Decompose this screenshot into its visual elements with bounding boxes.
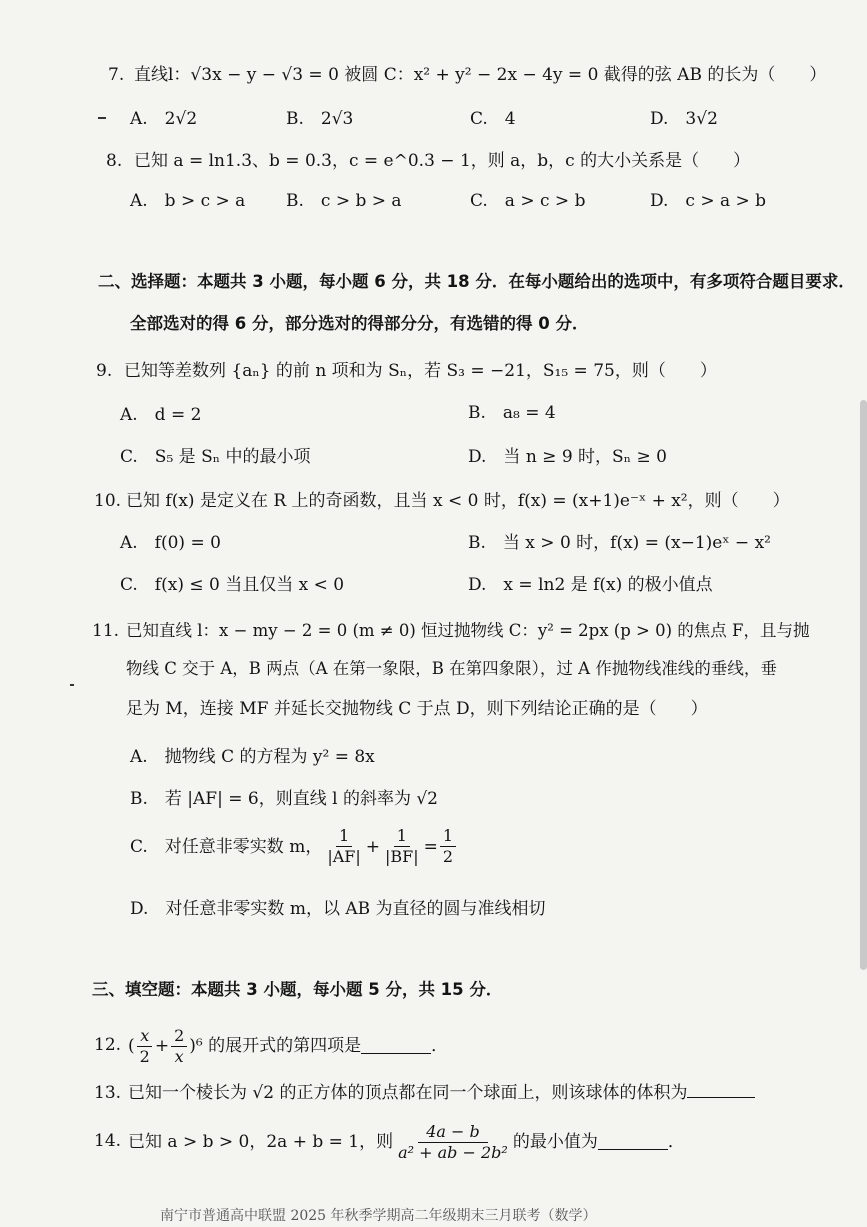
fraction-denominator: 2 [442, 847, 454, 866]
answer-blank [361, 1039, 431, 1054]
question-11-option-b: B. 若 |AF| = 6，则直线 l 的斜率为 √2 [130, 789, 438, 809]
section-2-instructions: 全部选对的得 6 分，部分选对的得部分分，有选错的得 0 分． [130, 314, 589, 333]
question-7-option-b: B. 2√3 [286, 109, 354, 129]
fraction-denominator: |BF| [385, 847, 419, 866]
question-8-option-a: A. b > c > a [130, 191, 246, 211]
question-8-stem: 已知 a = ln1.3、b = 0.3，c = e^0.3 − 1，则 a，b，c 的大小关系是（ ） [134, 151, 751, 171]
answer-blank [687, 1083, 755, 1098]
question-11-option-a: A. 抛物线 C 的方程为 y² = 8x [130, 747, 375, 767]
fraction-expression [395, 1122, 511, 1163]
question-9-option-d: D. 当 n ≥ 9 时，Sₙ ≥ 0 [468, 447, 667, 467]
fraction-denominator: 2 [139, 1046, 150, 1066]
question-9-option-a: A. d = 2 [120, 405, 202, 425]
plus-sign: + [365, 836, 381, 857]
fraction-numerator: 1 [336, 826, 352, 847]
page-footer: 南宁市普通高中联盟 2025 年秋季学期高二年级期末三月联考（数学） [160, 1208, 597, 1224]
open-paren: ( [128, 1036, 135, 1056]
question-13-number: 13. [94, 1083, 122, 1103]
question-10-option-d: D. x = ln2 是 f(x) 的极小值点 [468, 575, 713, 595]
question-10-option-b: B. 当 x > 0 时，f(x) = (x−1)eˣ − x² [468, 533, 771, 553]
vertical-scrollbar[interactable] [860, 400, 867, 970]
fraction-numerator: 2 [171, 1026, 187, 1047]
question-11-stem-line-1: 已知直线 l：x − my − 2 = 0 (m ≠ 0) 恒过抛物线 C：y² = 2px (p > 0) 的焦点 F，且与抛 [126, 621, 810, 640]
question-12-number: 12. [94, 1035, 122, 1055]
question-9-stem: 已知等差数列 {aₙ} 的前 n 项和为 Sₙ，若 S₃ = −21，S₁₅ = 75，则（ ） [124, 361, 717, 381]
question-8-option-b: B. c > b > a [286, 191, 402, 211]
period: ． [431, 1036, 449, 1056]
answer-blank [598, 1135, 668, 1150]
question-11-stem-line-2: 物线 C 交于 A，B 两点（A 在第一象限，B 在第四象限），过 A 作抛物线准线的垂线，垂 [126, 659, 777, 678]
fraction-1-over-2 [440, 826, 456, 867]
question-7-option-d: D. 3√2 [650, 109, 718, 129]
fraction-numerator: 4a − b [418, 1122, 488, 1143]
fraction-numerator: 1 [440, 826, 456, 847]
fraction-x-over-2 [137, 1026, 153, 1067]
question-11-option-d: D. 对任意非零实数 m，以 AB 为直径的圆与准线相切 [130, 899, 546, 919]
plus-sign: + [154, 1036, 170, 1056]
question-14-stem [128, 1114, 685, 1170]
question-12-text: )⁶ 的展开式的第四项是 [189, 1036, 362, 1056]
question-8-option-c: C. a > c > b [470, 191, 586, 211]
question-8-option-d: D. c > a > b [650, 191, 767, 211]
question-14-suffix: 的最小值为 [512, 1132, 598, 1152]
question-7-stem: 直线l：√3x − y − √3 = 0 被圆 C：x² + y² − 2x − 4y = 0 截得的弦 AB 的长为（ ） [134, 65, 827, 85]
question-10-number: 10. [94, 491, 122, 511]
question-10-option-a: A. f(0) = 0 [120, 533, 221, 553]
question-9-option-b: B. a₈ = 4 [468, 403, 556, 423]
question-7-option-c: C. 4 [470, 109, 516, 129]
section-2-heading: 二、选择题：本题共 3 小题，每小题 6 分，共 18 分．在每小题给出的选项中，有多项符合题目要求． [98, 272, 855, 291]
equals-sign: = [423, 836, 438, 857]
question-7-number: 7. [108, 65, 125, 85]
question-11-number: 11. [92, 621, 120, 641]
question-11-stem-line-3: 足为 M，连接 MF 并延长交抛物线 C 于点 D，则下列结论正确的是（ ） [126, 699, 708, 719]
fraction-denominator: |AF| [327, 847, 361, 866]
question-11-option-c-prefix: C. 对任意非零实数 m， [130, 836, 323, 857]
question-9-number: 9. [96, 361, 113, 381]
fraction-2-over-x [171, 1026, 187, 1067]
question-9-option-c: C. S₅ 是 Sₙ 中的最小项 [120, 447, 311, 467]
question-13-stem [128, 1082, 755, 1104]
scan-mark [98, 117, 106, 119]
question-8-number: 8. [106, 151, 123, 171]
question-11-option-c [130, 826, 458, 867]
fraction-numerator: x [137, 1026, 152, 1047]
question-12-stem [128, 1018, 448, 1074]
question-10-stem: 已知 f(x) 是定义在 R 上的奇函数，且当 x < 0 时，f(x) = (x+1)e⁻ˣ + x²，则（ ） [126, 491, 790, 511]
fraction-1-over-af [324, 826, 363, 867]
question-14-prefix: 已知 a > b > 0，2a + b = 1，则 [128, 1132, 394, 1152]
question-13-text: 已知一个棱长为 √2 的正方体的顶点都在同一个球面上，则该球体的体积为 [128, 1083, 688, 1103]
period: ． [667, 1132, 685, 1152]
question-14-number: 14. [94, 1131, 122, 1151]
fraction-1-over-bf [382, 826, 422, 867]
fraction-denominator: x [174, 1046, 184, 1066]
section-3-heading: 三、填空题：本题共 3 小题，每小题 5 分，共 15 分． [92, 980, 503, 999]
question-7-option-a: A. 2√2 [130, 109, 198, 129]
fraction-numerator: 1 [394, 826, 410, 847]
question-10-option-c: C. f(x) ≤ 0 当且仅当 x < 0 [120, 575, 345, 595]
scan-mark [70, 684, 74, 686]
fraction-denominator: a² + ab − 2b² [398, 1142, 508, 1162]
